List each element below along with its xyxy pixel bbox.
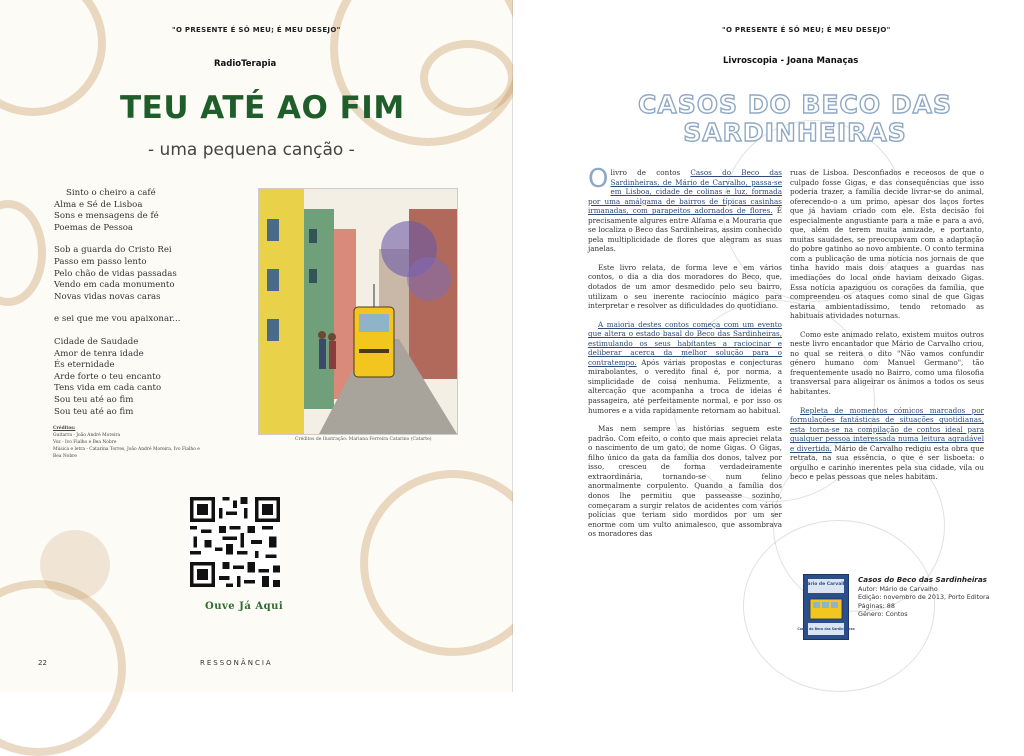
- book-pages: Páginas: 88: [858, 602, 990, 611]
- listen-link[interactable]: Ouve Já Aqui: [205, 601, 283, 612]
- book-author: Autor: Mário de Carvalho: [858, 585, 990, 594]
- poem-line: Passo em passo lento: [54, 257, 234, 269]
- paragraph: [790, 406, 984, 482]
- illustration-credit: Créditos de Ilustração: Mariana Ferreira Catarino (Catarte): [295, 437, 432, 442]
- coffee-stain: [420, 40, 516, 116]
- poem-stanza: [54, 188, 234, 234]
- tram-street-drawing: [259, 189, 457, 434]
- paragraph: Este livro relata, de forma leve e em vários contos, o dia a dia dos moradores do Beco, que, dotados de um amor desmedido pelo seu bairro, utilizam o seu inerente raciocínio mágico para interpretar e resolver as dificuldades do quotidiano.: [588, 263, 782, 311]
- poem-line: Alma e Sé de Lisboa: [54, 200, 234, 212]
- poem-line: Sob a guarda do Cristo Rei: [54, 245, 234, 257]
- coffee-stain: [0, 200, 46, 306]
- coffee-stain: [0, 580, 126, 756]
- poem-line: Cidade de Saudade: [54, 337, 234, 349]
- paragraph: Mas nem sempre as histórias seguem este padrão. Com efeito, o conto que mais apreciei relata o nascimento de um gato, de nome Gigas. O Gigas, filho único da gata da família dos donos, talvez por isso, cresceu de forma verdadeiramente extraordinária, tornando-se num felino anormalmente corpulento. Quando a família dos donos lhe permitiu que passeasse sozinho, começaram a surgir relatos de acidentes com vários polícias que teriam sido mordidos por um ser enorme com um vulto animalesco, que assombrava os moradores das: [588, 424, 782, 539]
- highlighted-text: Repleta de momentos cómicos marcados por formulações fantásticas de situações quotidianas, esta torna-se na compilação de contos ideal para qualquer pessoa interessada numa leitura agradável e divertida.: [790, 406, 984, 453]
- drop-cap: O: [588, 168, 608, 190]
- poem-line: Pelo chão de vidas passadas: [54, 269, 234, 281]
- poem-line: Sinto o cheiro a café: [54, 188, 234, 200]
- credit-line: Bea Nobre: [53, 453, 213, 460]
- paragraph: [588, 320, 782, 415]
- cover-title: Casos do Beco das Sardinheiras: [797, 627, 854, 631]
- article-column-2: [790, 168, 984, 491]
- highlighted-text: Casos do Beco das Sardinheiras, de Mário de Carvalho, passa-se em Lisboa, cidade de colinas e luz, formada por uma amálgama de bairros de típicas casinhas irmanadas, com parapeitos adornados de flores.: [588, 168, 782, 215]
- cover-author: Mário de Carvalho: [803, 580, 849, 587]
- qr-code[interactable]: [190, 497, 280, 587]
- paragraph-text: livro de contos: [610, 168, 690, 177]
- poem-stanza: [54, 314, 234, 326]
- poem-line: e sei que me vou apaixonar...: [54, 314, 234, 326]
- book-details: [858, 576, 990, 619]
- paragraph-text: É precisamente algures entre Alfama e a Mouraria que se localiza o Beco das Sardinheiras, assim conhecido pela multiplicidade de flores que alegram as suas janelas.: [588, 206, 782, 253]
- section-label: Livroscopia - Joana Manaças: [723, 56, 858, 66]
- book-title: Casos do Beco das Sardinheiras: [858, 576, 990, 585]
- page-kicker: "O PRESENTE É SÓ MEU; É MEU DESEJO": [172, 26, 341, 34]
- article-title: CASOS DO BECO DAS SARDINHEIRAS: [620, 91, 970, 147]
- section-label: RadioTerapia: [214, 59, 276, 69]
- poem-stanza: [54, 245, 234, 303]
- credit-line: Música e letra - Catarina Torres, João André Moreira, Ivo Fialho e: [53, 446, 213, 453]
- poem-stanza: [54, 337, 234, 418]
- paragraph-text: Mário de Carvalho redigiu esta obra que retrata, na sua essência, o que é ser lisboeta: o orgulho e carinho inerentes pela sua cidade, vila ou beco e pelas pessoas que neles habitam.: [790, 444, 984, 482]
- poem-line: Amor de tenra idade: [54, 349, 234, 361]
- poem-line: Tens vida em cada canto: [54, 383, 234, 395]
- magazine-name: RESSONÂNCIA: [200, 659, 273, 667]
- song-credits: [53, 425, 213, 460]
- page-kicker: "O PRESENTE É SÓ MEU; É MEU DESEJO": [722, 26, 891, 34]
- poem-line: És eternidade: [54, 360, 234, 372]
- book-cover: [803, 574, 849, 640]
- page-number: 22: [38, 659, 47, 667]
- poem-line: Vendo em cada monumento: [54, 280, 234, 292]
- highlighted-text: A maioria destes contos começa com um evento que altera o estado basal do Beco das Sardinheiras, estimulando os seus habitantes a raciocinar e deliberar acerca da melhor solução para o contratempo.: [588, 320, 782, 367]
- paragraph: Como este animado relato, existem muitos outros neste livro encantador que Mário de Carvalho criou, no qual se reitera o dito "Não vamos confundir género humano com Manuel Germano", tão frequentemente usado no Bairro, como uma filosofia transversal para aligeirar os ânimos a todos os seus habitantes.: [790, 330, 984, 397]
- poem-line: Novas vidas novas caras: [54, 292, 234, 304]
- article-column-1: [588, 168, 782, 548]
- paragraph: ruas de Lisboa. Desconfiados e receosos de que o culpado fosse Gigas, e das consequências que isso poderia trazer, a família decide livrar-se do animal, oferecendo-o a um primo, apesar dos laços fortes que já haviam criado com ele. Esta decisão foi especialmente angustiante para a mãe e para a avó, que, além de terem muita amizade, e portanto, muitas saudades, se preocupavam com a adaptação do pobre gatinho ao novo ambiente. O conto termina com a publicação de uma notícia nos jornais de que tinha havido mais dois ataques a guardas nas imediações do local onde haviam deixado Gigas. Essa notícia apaziguou os corações da família, que compreendeu os ataques como sinal de que Gigas estaria ambientadíssimo, tendo retomado as habituais atividades noturnas.: [790, 168, 984, 321]
- tram-illustration: [258, 188, 458, 435]
- poem: [54, 188, 234, 429]
- qr-code-icon: [190, 497, 280, 587]
- poem-line: Sou teu até ao fim: [54, 395, 234, 407]
- article-subtitle: - uma pequena canção -: [148, 140, 355, 160]
- paragraph: [588, 168, 782, 254]
- left-page: [0, 0, 513, 692]
- credit-line: Voz - Ivo Fialho e Bea Nobre: [53, 439, 213, 446]
- article-title: TEU ATÉ AO FIM: [120, 90, 405, 126]
- poem-line: Arde forte o teu encanto: [54, 372, 234, 384]
- credit-line: Guitarra - João André Moreira: [53, 432, 213, 439]
- book-cover-art: [804, 575, 848, 639]
- poem-line: Sons e mensagens de fé: [54, 211, 234, 223]
- poem-line: Sou teu até ao fim: [54, 407, 234, 419]
- book-genre: Género: Contos: [858, 610, 990, 619]
- credits-heading: Créditos:: [53, 425, 213, 432]
- paragraph-text: Após várias propostas e conjecturas mirabolantes, o veredito final é, por norma, a simplicidade de coisa nenhuma. Felizmente, a altercação que acompanha a troca de ideias é passageira, até perfeitamente normal, e por isso os humores e a vida rapidamente retornam ao habitual.: [588, 358, 782, 415]
- poem-line: Poemas de Pessoa: [54, 223, 234, 235]
- book-edition: Edição: novembro de 2013, Porto Editora: [858, 593, 990, 602]
- coffee-stain: [0, 0, 106, 116]
